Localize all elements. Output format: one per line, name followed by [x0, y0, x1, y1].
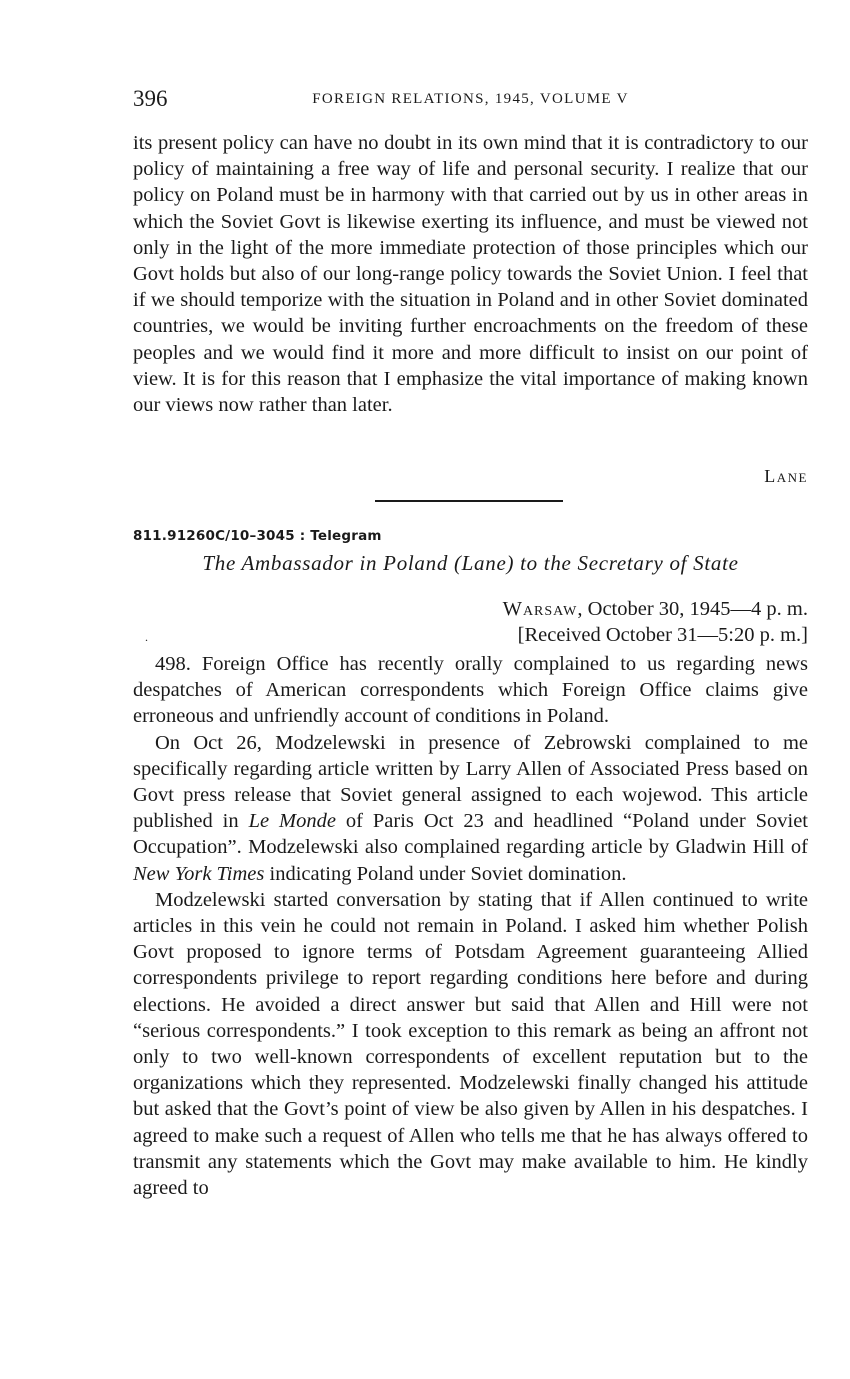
paragraph-2-part-2: of Paris Oct 23 and headlined “Poland under Soviet Occupation”. Modzelewski also complained regarding article by Gladwin Hill of	[133, 810, 808, 859]
dateline-sent	[503, 596, 808, 622]
dateline-date: , October 30, 1945—4 p. m.	[577, 598, 808, 620]
file-number: 811.91260C/10–3045 : Telegram	[133, 528, 382, 544]
paragraph-3: Modzelewski started conversation by stating that if Allen continued to write articles in this vein he could not remain in Poland. I asked him whether Polish Govt proposed to ignore terms of Potsdam Agreement guaranteeing Allied correspondents privilege to report regarding conditions here before and during elections. He avoided a direct answer but said that Allen and Hill were not “serious correspondents.” I took exception to this remark as being an affront not only to two well-known correspondents of excellent reputation but to the organizations which they represented. Modzelewski finally changed his attitude but asked that the Govt’s point of view be also given by Allen in his despatches. I agreed to make such a request of Allen who tells me that he has always offered to transmit any statements which the Govt may make available to him. He kindly agreed to	[133, 888, 808, 1200]
dateline	[503, 596, 808, 648]
paragraph-1: 498. Foreign Office has recently orally complained to us regarding news despatches of American correspondents which Foreign Office claims give erroneous and unfriendly account of conditions in Poland.	[133, 653, 808, 728]
newspaper-le-monde: Le Monde	[248, 810, 336, 833]
section-divider	[375, 500, 563, 502]
running-head: FOREIGN RELATIONS, 1945, VOLUME V	[312, 91, 629, 107]
signature: Lane	[764, 466, 808, 486]
paragraph-2-part-1: On Oct 26, Modzelewski in presence of Zebrowski complained to me specifically regarding article written by Larry Allen of Associated Press based on Govt press release that Soviet general assigned to each wojewod. This article published in	[133, 731, 808, 833]
page-header	[133, 86, 808, 114]
dateline-place: Warsaw	[502, 598, 578, 620]
paragraph-2	[133, 730, 808, 887]
dateline-received: [Received October 31—5:20 p. m.]	[517, 624, 808, 646]
page-number: 396	[133, 86, 168, 111]
margin-dot: .	[145, 630, 148, 644]
newspaper-new-york-times: New York Times	[133, 862, 265, 885]
telegram-body	[133, 651, 808, 1201]
paragraph-2-part-3: indicating Poland under Soviet domination.	[264, 862, 627, 885]
continuation-paragraph	[133, 130, 808, 418]
continuation-text: its present policy can have no doubt in its own mind that it is contradictory to our policy of maintaining a free way of life and personal security. I realize that our policy on Poland must be in harmony with that carried out by us in other areas in which the Soviet Govt is likewise exerting its influence, and must be viewed not only in the light of the more immediate protection of those principles which our Govt holds but also of our long-range policy towards the Soviet Union. I feel that if we should temporize with the situation in Poland and in other Soviet dominated countries, we would be inviting further encroachments on the freedom of these peoples and we would find it more and more difficult to insist on our point of view. It is for this reason that I emphasize the vital importance of making known our views now rather than later.	[133, 132, 808, 417]
document-title: The Ambassador in Poland (Lane) to the Secretary of State	[202, 551, 739, 575]
